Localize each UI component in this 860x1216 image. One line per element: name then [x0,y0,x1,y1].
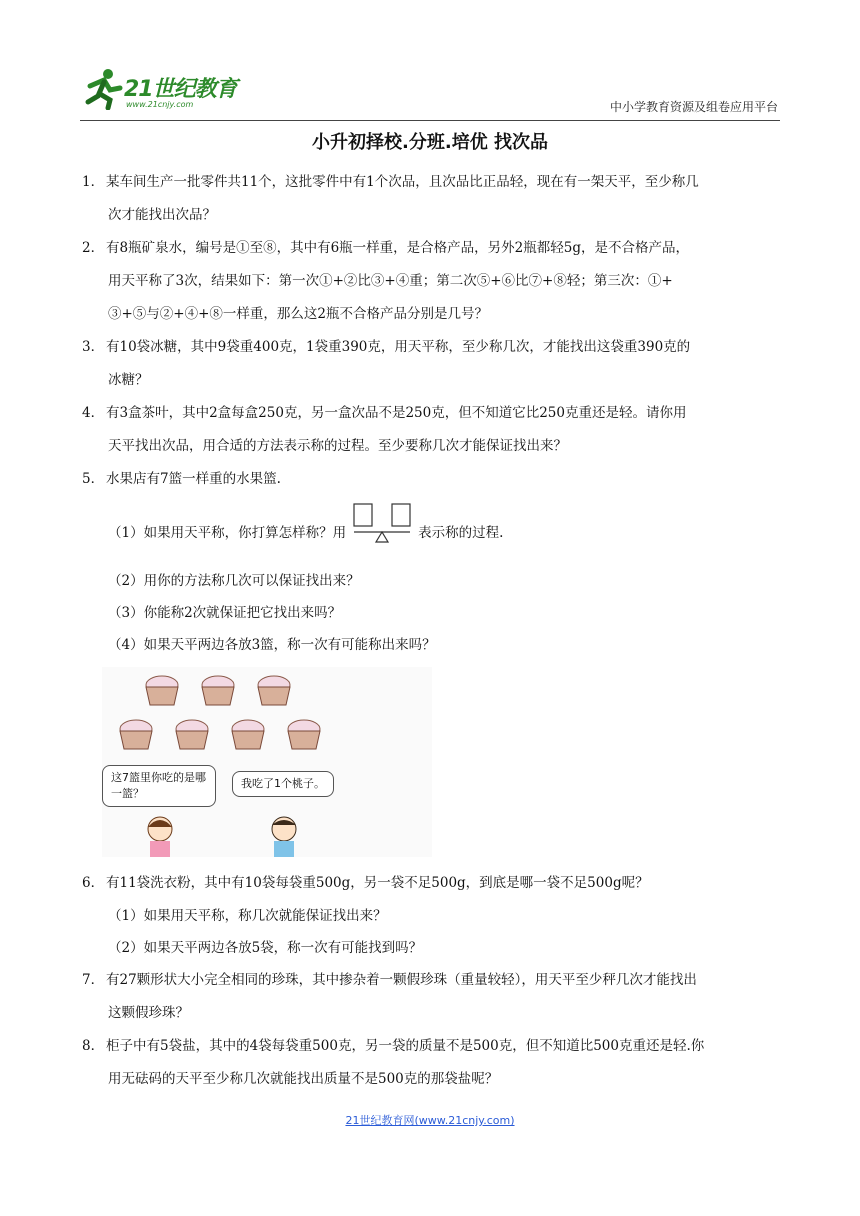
question-text: 有8瓶矿泉水，编号是①至⑧，其中有6瓶一样重，是合格产品，另外2瓶都轻5g，是不合格产品， [106,240,689,256]
question-number: 1． [82,174,105,190]
basket-icon [142,673,182,707]
question-3 [82,331,782,397]
question-number: 3． [82,339,105,355]
sub-question: （2）用你的方法称几次可以保证找出来？ [108,573,360,589]
sub-question-text: （1）如果用天平称，你打算怎样称？用 [108,525,347,541]
question-1 [82,166,782,232]
question-5 [82,463,782,496]
question-number: 5． [82,471,105,487]
page-title: 小升初择校.分班.培优 找次品 [312,132,548,153]
question-text: 用天平称了3次，结果如下：第一次①+②比③+④重；第二次⑤+⑥比⑦+⑧轻；第三次：①+ [108,273,673,289]
question-6 [82,867,782,900]
question-text: 有27颗形状大小完全相同的珍珠，其中掺杂着一颗假珍珠（重量较轻），用天平至少秤几次才能找出 [106,972,697,988]
question-text: 次才能找出次品？ [108,207,216,223]
sub-question: （2）如果天平两边各放5袋，称一次有可能找到吗？ [108,940,423,956]
platform-name: 中小学教育资源及组卷应用平台 [609,100,778,114]
logo [80,66,260,112]
question-list [82,166,782,1096]
sub-question-text: 表示称的过程. [418,525,504,541]
runner-logo-icon [80,66,124,110]
question-text: 有10袋冰糖，其中9袋重400克，1袋重390克，用天平称，至少称几次，才能找出这袋重390克的 [106,339,691,355]
sub-question: （1）如果用天平称，称几次就能保证找出来？ [108,908,387,924]
sub-question: （4）如果天平两边各放3篮，称一次有可能称出来吗？ [108,637,436,653]
girl-icon [138,813,182,857]
question-7 [82,964,782,1030]
question-text: 某车间生产一批零件共11个，这批零件中有1个次品，且次品比正品轻，现在有一架天平，至少称几 [106,174,699,190]
basket-illustration [102,667,432,857]
question-number: 6． [82,875,105,891]
question-4 [82,397,782,463]
basket-icon [284,717,324,751]
basket-icon [172,717,212,751]
question-number: 2． [82,240,105,256]
question-text: 用无砝码的天平至少称几次就能找出质量不是500克的那袋盐呢？ [108,1071,499,1087]
question-number: 8． [82,1038,105,1054]
boy-icon [262,813,306,857]
question-2 [82,232,782,331]
basket-icon [198,673,238,707]
page-footer [0,1112,860,1128]
logo-url: www.21cnjy.com [126,100,194,109]
page-header [80,62,780,121]
basket-icon [254,673,294,707]
question-text: 天平找出次品，用合适的方法表示称的过程。至少要称几次才能保证找出来？ [108,438,567,454]
logo-text: 21世纪教育 [124,77,237,102]
question-text: 这颗假珍珠？ [108,1005,189,1021]
basket-icon [116,717,156,751]
footer-link[interactable]: 21世纪教育网(www.21cnjy.com) [345,1114,515,1127]
question-text: 有3盒茶叶，其中2盒每盒250克，另一盒次品不是250克，但不知道它比250克重还是轻。请你用 [106,405,687,421]
question-number: 7． [82,972,105,988]
question-number: 4． [82,405,105,421]
sub-question: （3）你能称2次就保证把它找出来吗？ [108,605,342,621]
question-text: ③+⑤与②+④+⑧一样重，那么这2瓶不合格产品分别是几号？ [108,306,489,322]
question-8 [82,1030,782,1096]
sub-question [82,502,782,565]
question-text: 有11袋洗衣粉，其中有10袋每袋重500g，另一袋不足500g，到底是哪一袋不足500g呢？ [106,875,649,891]
question-text: 柜子中有5袋盐，其中的4袋每袋重500克，另一袋的质量不是500克，但不知道比500克重还是轻.你 [106,1038,705,1054]
question-text: 冰糖？ [108,372,149,388]
balance-scale-icon [352,502,412,565]
speech-bubble-girl: 这7篮里你吃的是哪一篮？ [102,765,216,807]
basket-icon [228,717,268,751]
question-text: 水果店有7篮一样重的水果篮. [106,471,281,487]
speech-bubble-boy: 我吃了1个桃子。 [232,771,334,797]
